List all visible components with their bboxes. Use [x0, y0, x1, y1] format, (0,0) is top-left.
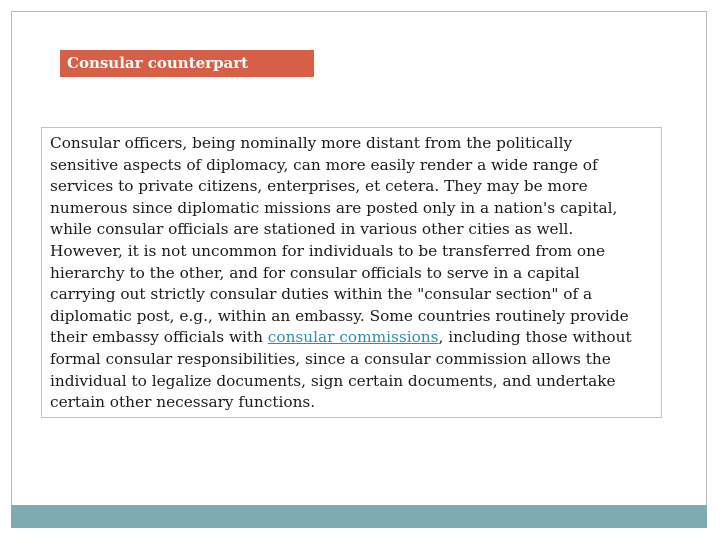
- consular-commissions-link[interactable]: consular commissions: [267, 328, 439, 347]
- paragraph-line: carrying out strictly consular duties within the "consular section" of a: [50, 285, 593, 304]
- paragraph-line: while consular officials are stationed in various other cities as well.: [50, 220, 574, 239]
- footer-bar: [11, 505, 707, 528]
- paragraph-line: numerous since diplomatic missions are posted only in a nation's capital,: [50, 198, 618, 217]
- link-suffix-text: , including those without: [438, 328, 632, 347]
- paragraph-line: individual to legalize documents, sign certain documents, and undertake: [50, 371, 616, 390]
- slide-title: Consular counterpart: [67, 54, 249, 72]
- paragraph-line: However, it is not uncommon for individuals to be transferred from one: [50, 241, 606, 260]
- link-prefix-text: their embassy officials with: [50, 328, 268, 347]
- body-text-box: [41, 127, 662, 418]
- paragraph-line: diplomatic post, e.g., within an embassy. Some countries routinely provide: [50, 306, 629, 325]
- body-paragraph: [50, 133, 653, 414]
- paragraph-line: Consular officers, being nominally more distant from the politically: [50, 134, 573, 152]
- paragraph-line: certain other necessary functions.: [50, 393, 316, 412]
- paragraph-line: formal consular responsibilities, since a consular commission allows the: [50, 349, 611, 368]
- paragraph-line-with-link: [50, 327, 653, 349]
- paragraph-line: hierarchy to the other, and for consular officials to serve in a capital: [50, 263, 580, 282]
- paragraph-line: services to private citizens, enterprises, et cetera. They may be more: [50, 177, 588, 196]
- title-banner: [60, 50, 314, 77]
- paragraph-line: sensitive aspects of diplomacy, can more easily render a wide range of: [50, 155, 598, 174]
